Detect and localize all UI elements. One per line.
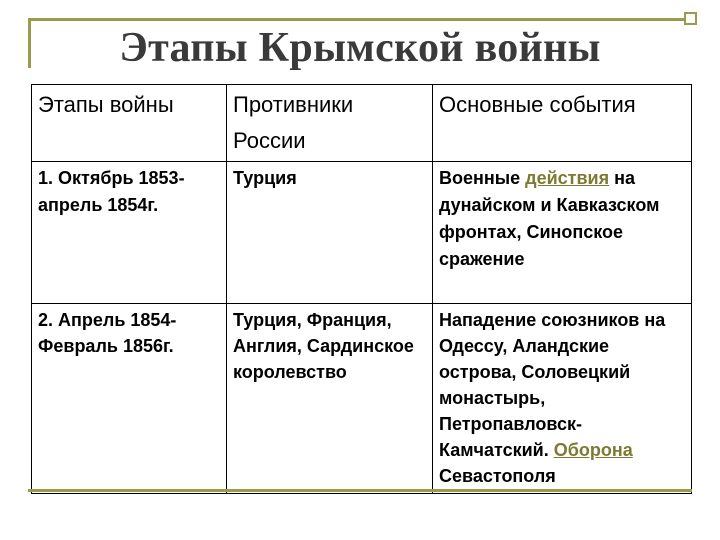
frame-bottom-line xyxy=(28,489,692,492)
header-stages: Этапы войны xyxy=(32,85,227,162)
events-link[interactable]: действия xyxy=(525,168,610,188)
opponents-cell: Турция xyxy=(227,162,433,304)
events-text-pre: Нападение союзников на Одессу, Аландские острова, Соловецкий монастырь, Петропавловск-Камчатский. xyxy=(439,310,666,460)
events-text-pre: Военные xyxy=(439,168,526,188)
stages-table xyxy=(31,84,692,494)
stage-cell: 1. Октябрь 1853- апрель 1854г. xyxy=(32,162,227,304)
events-cell xyxy=(433,162,692,304)
header-opponents: Противники России xyxy=(227,85,433,162)
table-row xyxy=(32,162,692,304)
page-title: Этапы Крымской войны xyxy=(119,25,601,71)
stage-cell: 2. Апрель 1854- Февраль 1856г. xyxy=(32,304,227,494)
frame-top-line xyxy=(28,18,692,21)
events-link[interactable]: Оборона xyxy=(553,440,633,460)
opponents-cell: Турция, Франция, Англия, Сардинское королевство xyxy=(227,304,433,494)
events-cell xyxy=(433,304,692,494)
header-events: Основные события xyxy=(433,85,692,162)
events-text-post: на дунайском и Кавказском фронтах, Синопское сражение xyxy=(439,168,660,269)
table-row xyxy=(32,304,692,494)
events-text-post: Севастополя xyxy=(439,466,556,486)
table-header-row xyxy=(32,85,692,162)
